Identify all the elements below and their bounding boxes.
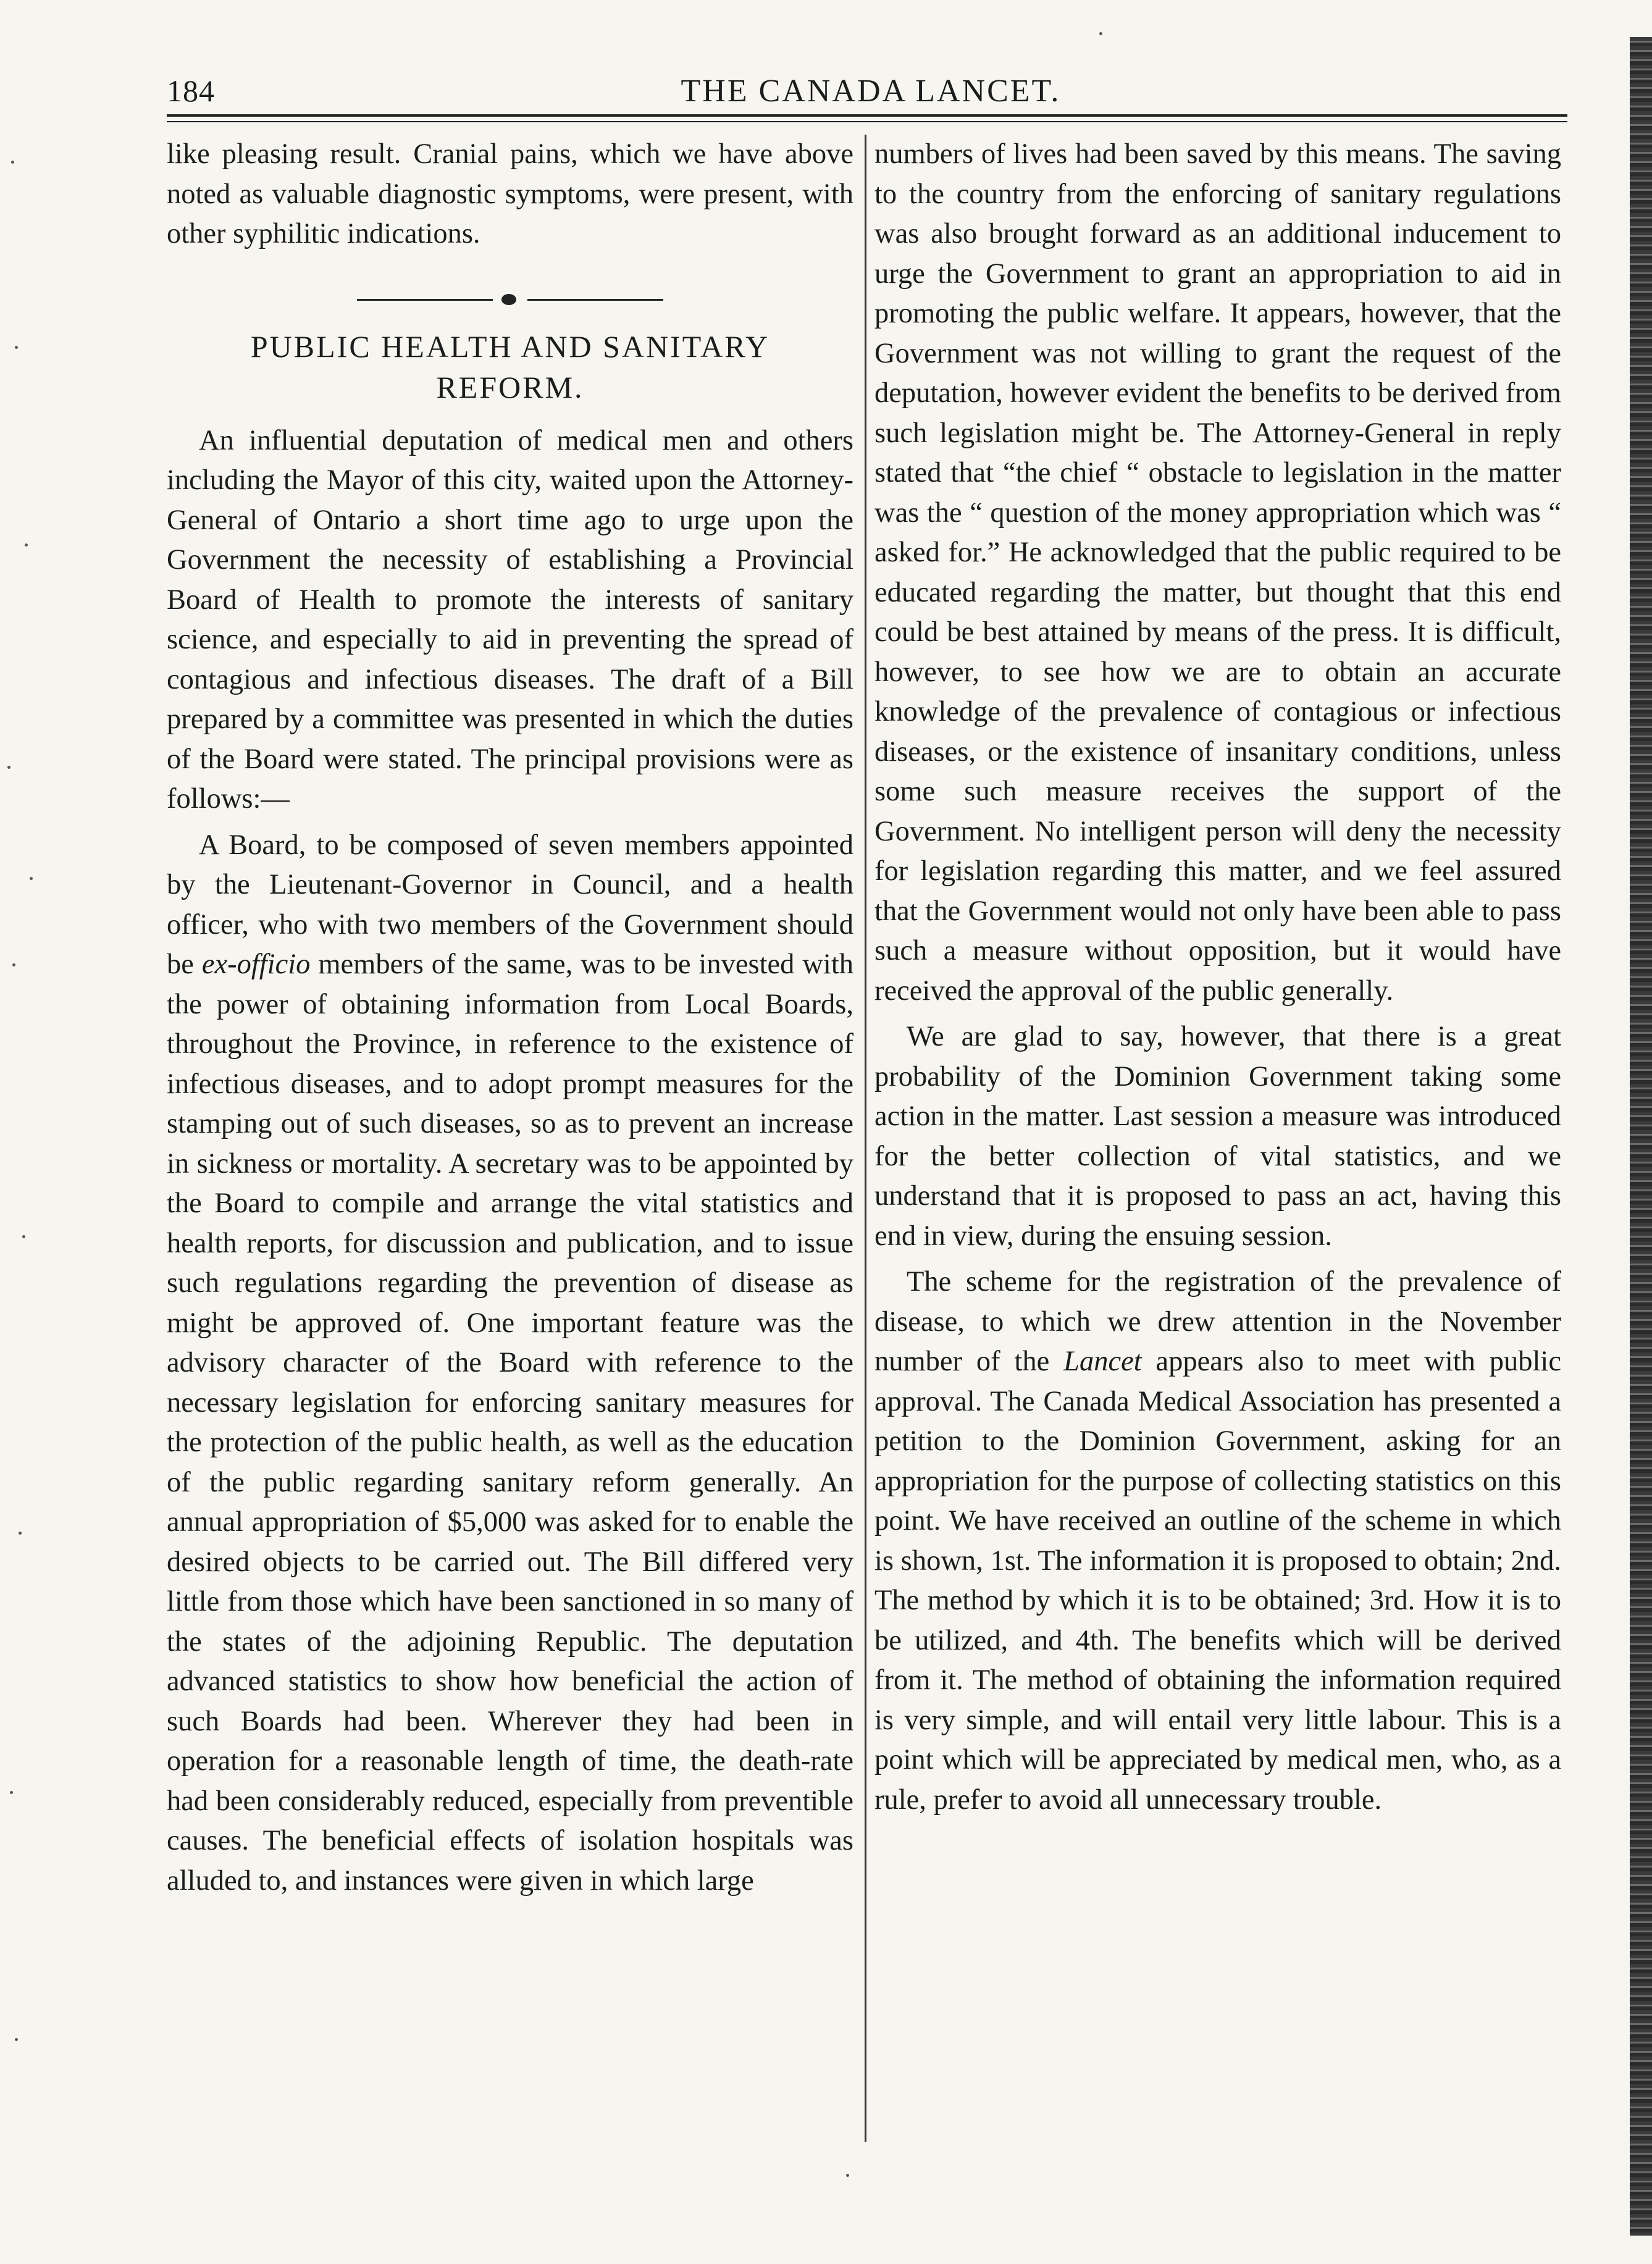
left-column [167, 135, 853, 1901]
header-rule-bottom [167, 121, 1567, 122]
paragraph-deputation: An influential deputation of medical men and others including the Mayor of this city, waited upon the Attorney-General of Ontario a short time ago to urge upon the Government the necessity of establishing a Provincial Board of Health to promote the interests of sanitary science, and especially to aid in preventing the spread of contagious and infectious diseases. The draft of a Bill prepared by a committee was presented in which the duties of the Board were stated. The principal provisions were as follows:— [167, 424, 853, 815]
paragraph-government-response: numbers of lives had been saved by this means. The saving to the country from the enforcing of sanitary regulations was also brought forward as an additional inducement to urge the Government to grant an appropriation to aid in promoting the public welfare. It appears, however, that the Government was not willing to grant the request of the deputation, however evident the benefits to be derived from such legislation might be. The Attorney-General in reply stated that “the chief “ obstacle to legislation in the matter was the “ question of the money appropriation which was “ asked for.” He acknowledged that the public required to be educated regarding the matter, but thought that this end could be best attained by means of the press. It is difficult, however, to see how we are to obtain an accurate knowledge of the prevalence of contagious or infectious diseases, or the existence of insanitary conditions, unless some such measure receives the support of the Government. No intelligent person will deny the necessity for legislation regarding this matter, and we feel assured that the Government would not only have been able to pass such a measure without opposition, but it would have received the approval of the public generally. [874, 138, 1561, 1007]
paragraph-dominion-action: We are glad to say, however, that there is a great probability of the Dominion Government taking some action in the matter. Last session a measure was introduced for the better collection of vital statistics, and we understand that it is proposed to pass an act, having this end in view, during the ensuing session. [874, 1021, 1561, 1252]
right-column [874, 135, 1561, 1820]
page-edge-shadow [1630, 37, 1652, 2236]
text-run: members of the same, was to be invested with the power of obtaining information from Local Boards, throughout the Province, in reference to the existence of infectious diseases, and to adopt prompt measures for the stamping out of such diseases, so as to prevent an increase in sickness or mortality. A secretary was to be appointed by the Board to compile and arrange the vital statistics and health reports, for discussion and publication, and to issue such regulations regarding the prevention of disease as might be approved of. One important feature was the advisory character of the Board with reference to the necessary legislation for enforcing sanitary measures for the protection of the public health, as well as the education of the public regarding sanitary reform generally. An annual appropriation of $5,000 was asked for to enable the desired objects to be carried out. The Bill differed very little from those which have been sanctioned in so many of the states of the adjoining Republic. The deputation advanced statistics to show how beneficial the action of such Boards had been. Wherever they had been in operation for a reasonable length of time, the death-rate had been considerably reduced, especially from preventible causes. The beneficial effects of isolation hospitals was alluded to, and instances were given in which large [167, 949, 853, 1897]
section-title-line: PUBLIC HEALTH AND SANITARY [250, 329, 770, 364]
section-title [167, 326, 853, 408]
paragraph-board-provisions [167, 826, 853, 1901]
paragraph-registration-scheme [874, 1262, 1561, 1820]
running-title: THE CANADA LANCET. [681, 73, 1061, 109]
italic-term: Lancet [1063, 1346, 1142, 1377]
header-rule-top [167, 114, 1567, 117]
text-run: appears also to meet with public approval. The Canada Medical Association has presented a petition to the Dominion Government, asking for an appropriation for the purpose of collecting statistics on this point. We have received an outline of the scheme in which is shown, 1st. The information it is proposed to obtain; 2nd. The method by which it is to be obtained; 3rd. How it is to be utilized, and 4th. The benefits which will be derived from it. The method of obtaining the information required is very simple, and will entail very little labour. This is a point which will be appreciated by medical men, who, as a rule, prefer to avoid all unnecessary trouble. [874, 1346, 1561, 1816]
section-title-line: REFORM. [436, 369, 584, 405]
column-divider [865, 135, 866, 2142]
text-run: The scheme for the registration of the prevalence of disease, to which we drew attention in the November number of the [874, 1266, 1561, 1377]
page-number: 184 [167, 73, 215, 108]
section-divider-ornament [167, 282, 853, 319]
paragraph-continued: like pleasing result. Cranial pains, which we have above noted as valuable diagnostic symptoms, were present, with other syphilitic indications. [167, 138, 853, 249]
text-run: A Board, to be composed of seven members appointed by the Lieutenant-Governor in Council, and a health officer, who with two members of the Government should be [167, 829, 853, 980]
italic-term: ex-officio [201, 949, 311, 980]
